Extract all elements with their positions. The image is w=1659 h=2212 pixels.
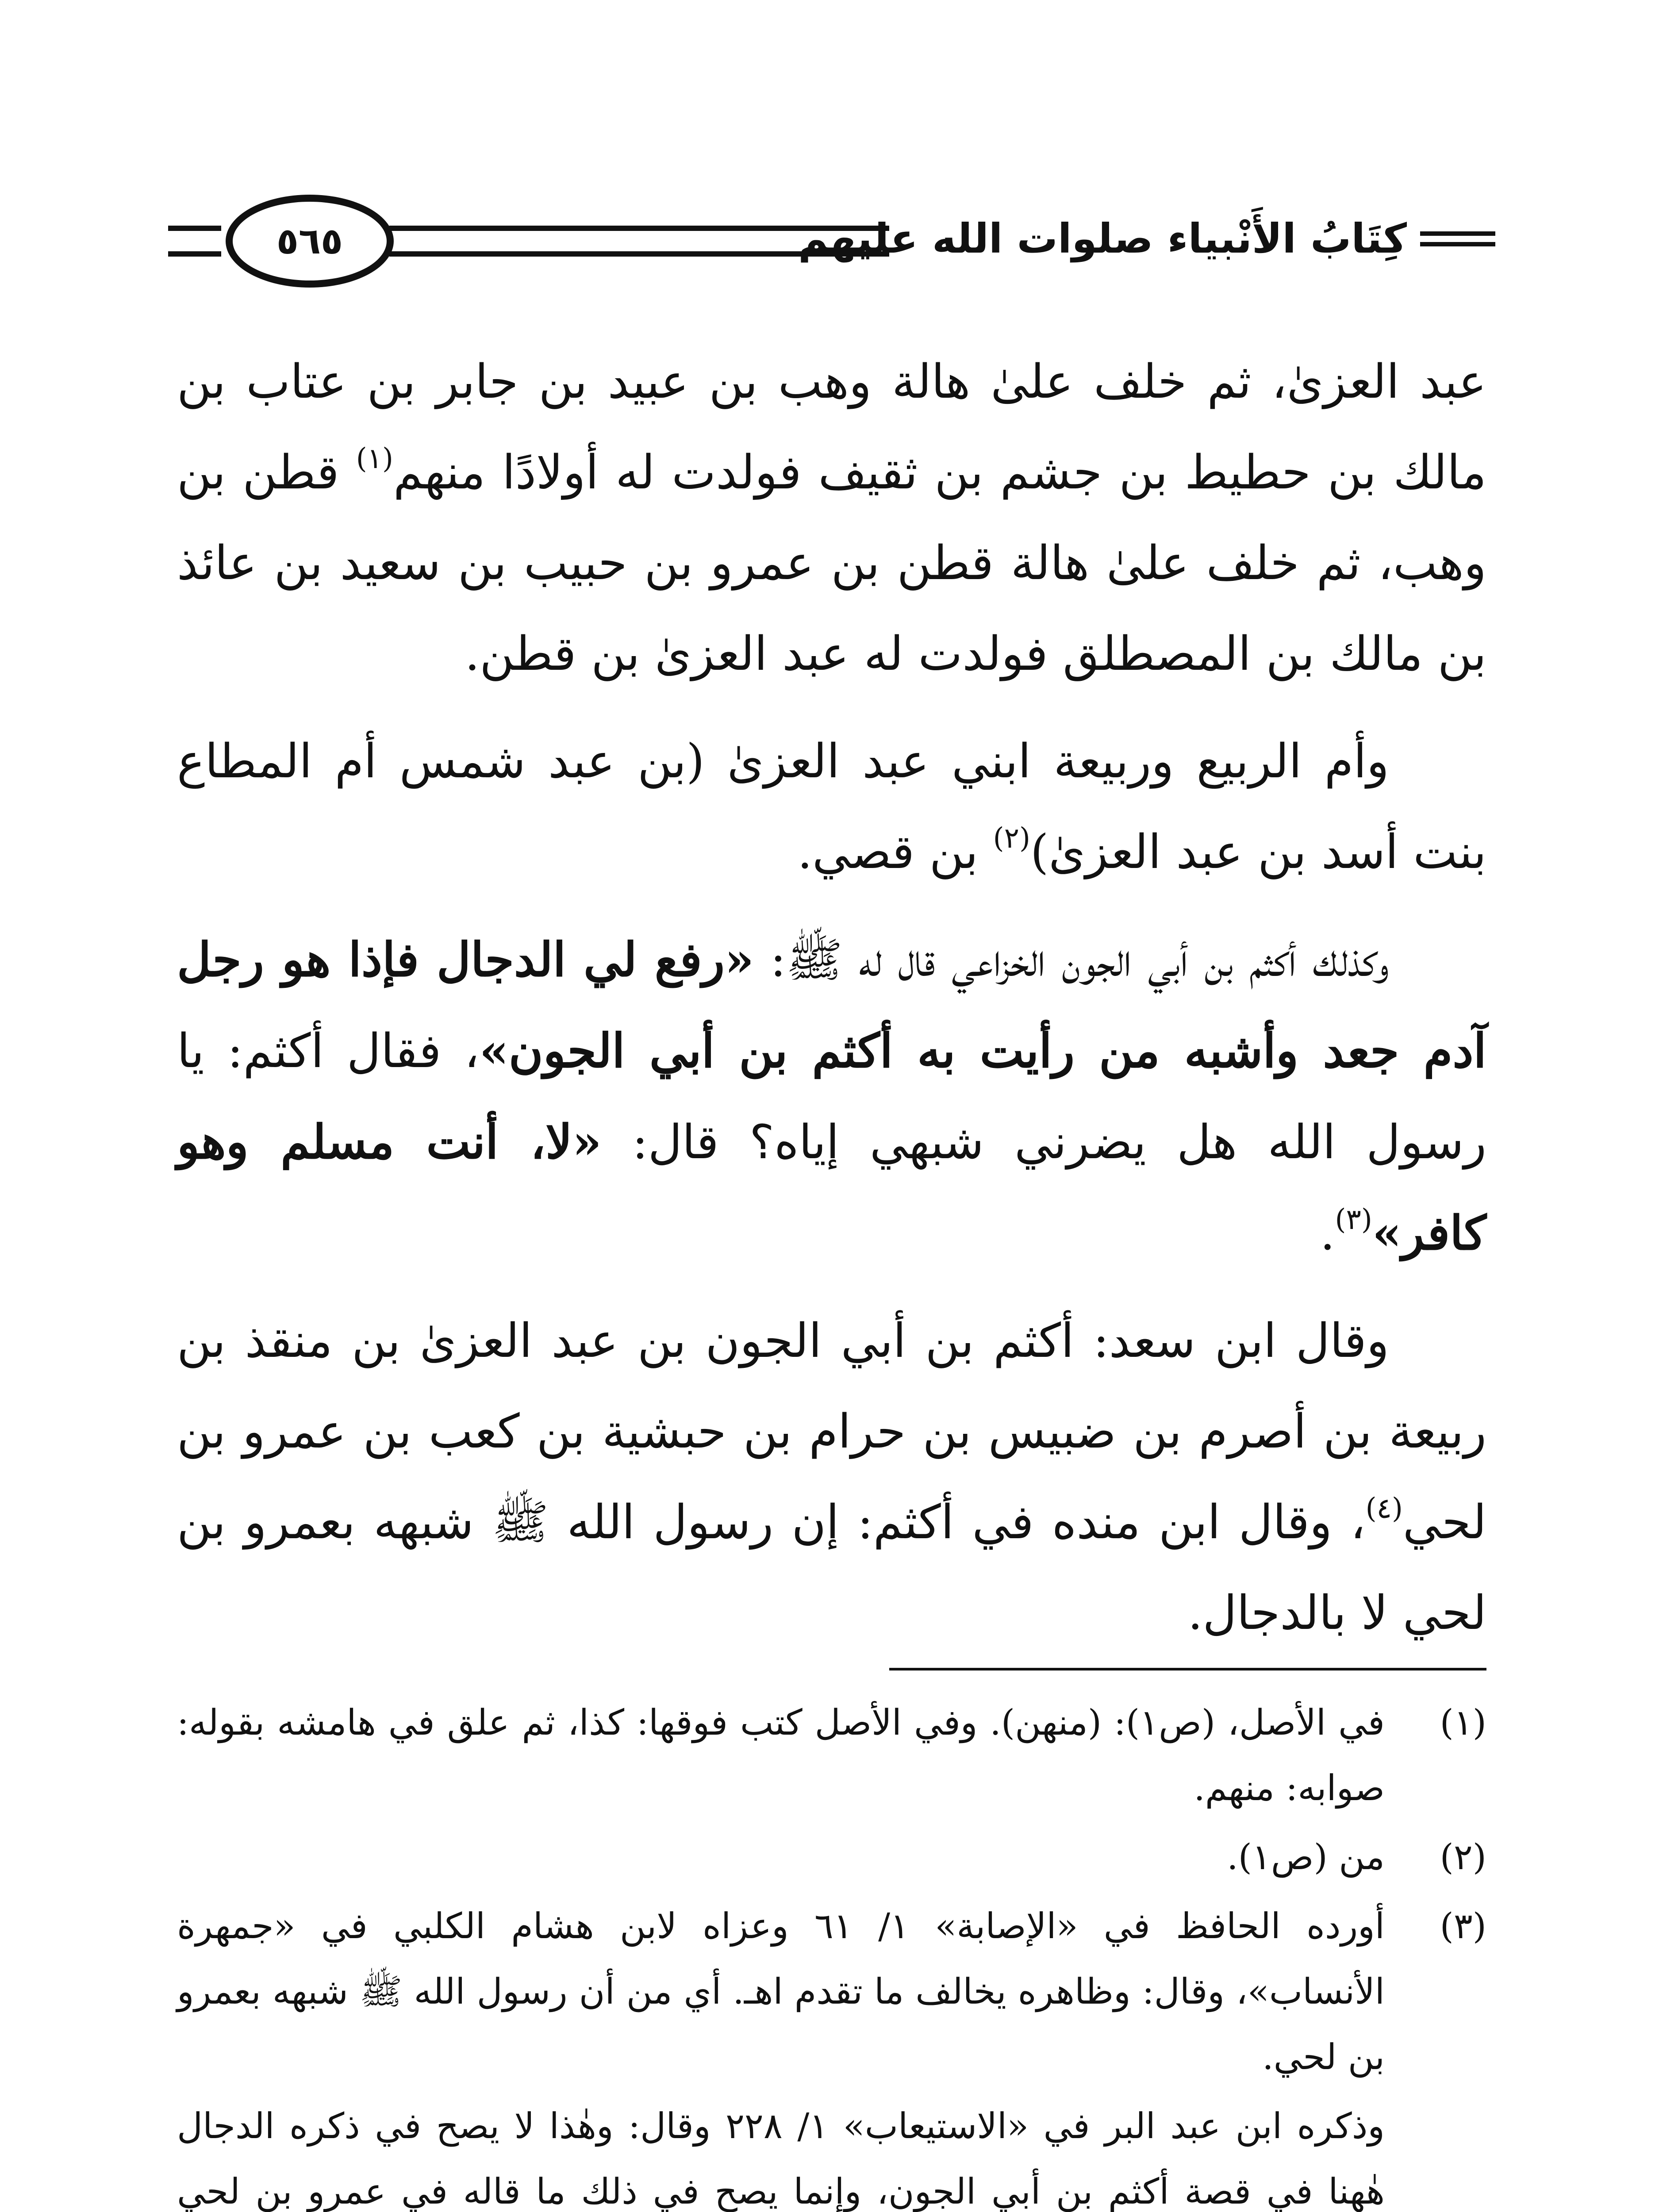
paragraph-4 <box>177 1295 1486 1658</box>
paragraph-1-part-a: عبد العزىٰ، ثم خلف علىٰ هالة وهب بن عبيد بن جابر بن عتاب بن مالك بن حطيط بن جشم بن ثقيف فولدت له أولادًا منهم <box>177 354 1486 499</box>
paragraph-2-part-b: بن قصي. <box>797 825 993 879</box>
footnote-3 <box>177 1893 1486 2090</box>
paragraph-1 <box>177 336 1486 699</box>
page-number: ٥٦٥ <box>276 220 343 262</box>
header-title: كِتَابُ الأَنْبياء صلوات الله عليهم <box>798 215 1407 262</box>
main-text <box>177 336 1486 1675</box>
paragraph-3-part-c: . <box>1320 1206 1335 1260</box>
paragraph-2 <box>177 716 1486 897</box>
page-number-badge <box>226 195 394 288</box>
footnote-ref-3: (٣) <box>1335 1203 1372 1236</box>
hadith-quote-1: «رفع لي الدجال فإذا هو رجل آدم جعد وأشبه من رأيت به أكثم بن أبي الجون» <box>177 932 1487 1078</box>
paragraph-3-part-b: ، فقال أكثم: يا رسول الله هل يضرني شبهي إياه؟ قال: <box>177 1024 1486 1169</box>
paragraph-3 <box>177 914 1486 1279</box>
paragraph-1-part-b: قطن بن وهب، ثم خلف علىٰ هالة قطن بن عمرو بن حبيب بن سعيد بن عائذ بن مالك بن المصطلق فولدت له عبد العزىٰ بن قطن. <box>177 445 1486 681</box>
footnote-1 <box>177 1690 1486 1821</box>
header-double-rule-left <box>168 226 221 257</box>
paragraph-2-part-a: وأم الربيع وربيعة ابني عبد العزىٰ (بن عبد شمس أم المطاع بنت أسد بن عبد العزىٰ) <box>177 734 1486 879</box>
footnote-text: في الأصل، (ص١): (منهن). وفي الأصل كتب فوقها: كذا، ثم علق في هامشه بقوله: صوابه: منهم. <box>177 1702 1385 1809</box>
footnote-number: (٢) <box>1440 1836 1486 1878</box>
footnote-separator <box>889 1668 1486 1671</box>
footnote-text: من (ص١). <box>1227 1836 1385 1878</box>
paragraph-4-part-b: ، وقال ابن منده في أكثم: إن رسول الله ﷺ شبهه بعمرو بن لحي لا بالدجال. <box>177 1495 1486 1640</box>
header-double-rule <box>389 226 889 257</box>
footnote-ref-4: (٤) <box>1365 1492 1403 1525</box>
footnote-text: أورده الحافظ في «الإصابة» ١/ ٦١ وعزاه لابن هشام الكلبي في «جمهرة الأنساب»، وقال: وظاهره يخالف ما تقدم اهـ. أي من أن رسول الله ﷺ شبهه بعمرو بن لحي. <box>177 1905 1385 2078</box>
footnote-number: (١) <box>1440 1702 1486 1743</box>
running-header <box>168 195 1495 301</box>
header-leading-rule <box>1420 231 1495 246</box>
footnote-ref-2: (٢) <box>993 822 1030 855</box>
footnote-number: (٣) <box>1440 1905 1486 1947</box>
paragraph-4-part-a: وقال ابن سعد: أكثم بن أبي الجون بن عبد العزىٰ بن منقذ بن ربيعة بن أصرم بن ضبيس بن حرام بن حبشية بن كعب بن عمرو بن لحي <box>177 1313 1486 1549</box>
footnote-ref-1: (١) <box>356 442 394 475</box>
header-title-wrap <box>798 212 1495 265</box>
footnote-2 <box>177 1824 1486 1890</box>
hadith-quote-2: «لا، أنت مسلم وهو كافر» <box>177 1114 1486 1260</box>
footnote-3-continuation: وذكره ابن عبد البر في «الاستيعاب» ١/ ٢٢٨ وقال: وهٰذا لا يصح في ذكره الدجال هٰهنا في قصة أكثم بن أبي الجون، وإنما يصح في ذلك ما قاله في عمرو بن لحي <box>177 2105 1385 2212</box>
paragraph-3-part-a: وكذلك أكثم بن أبي الجون الخزاعي قال له ﷺ: <box>754 933 1389 987</box>
footnotes <box>177 1690 1486 2212</box>
